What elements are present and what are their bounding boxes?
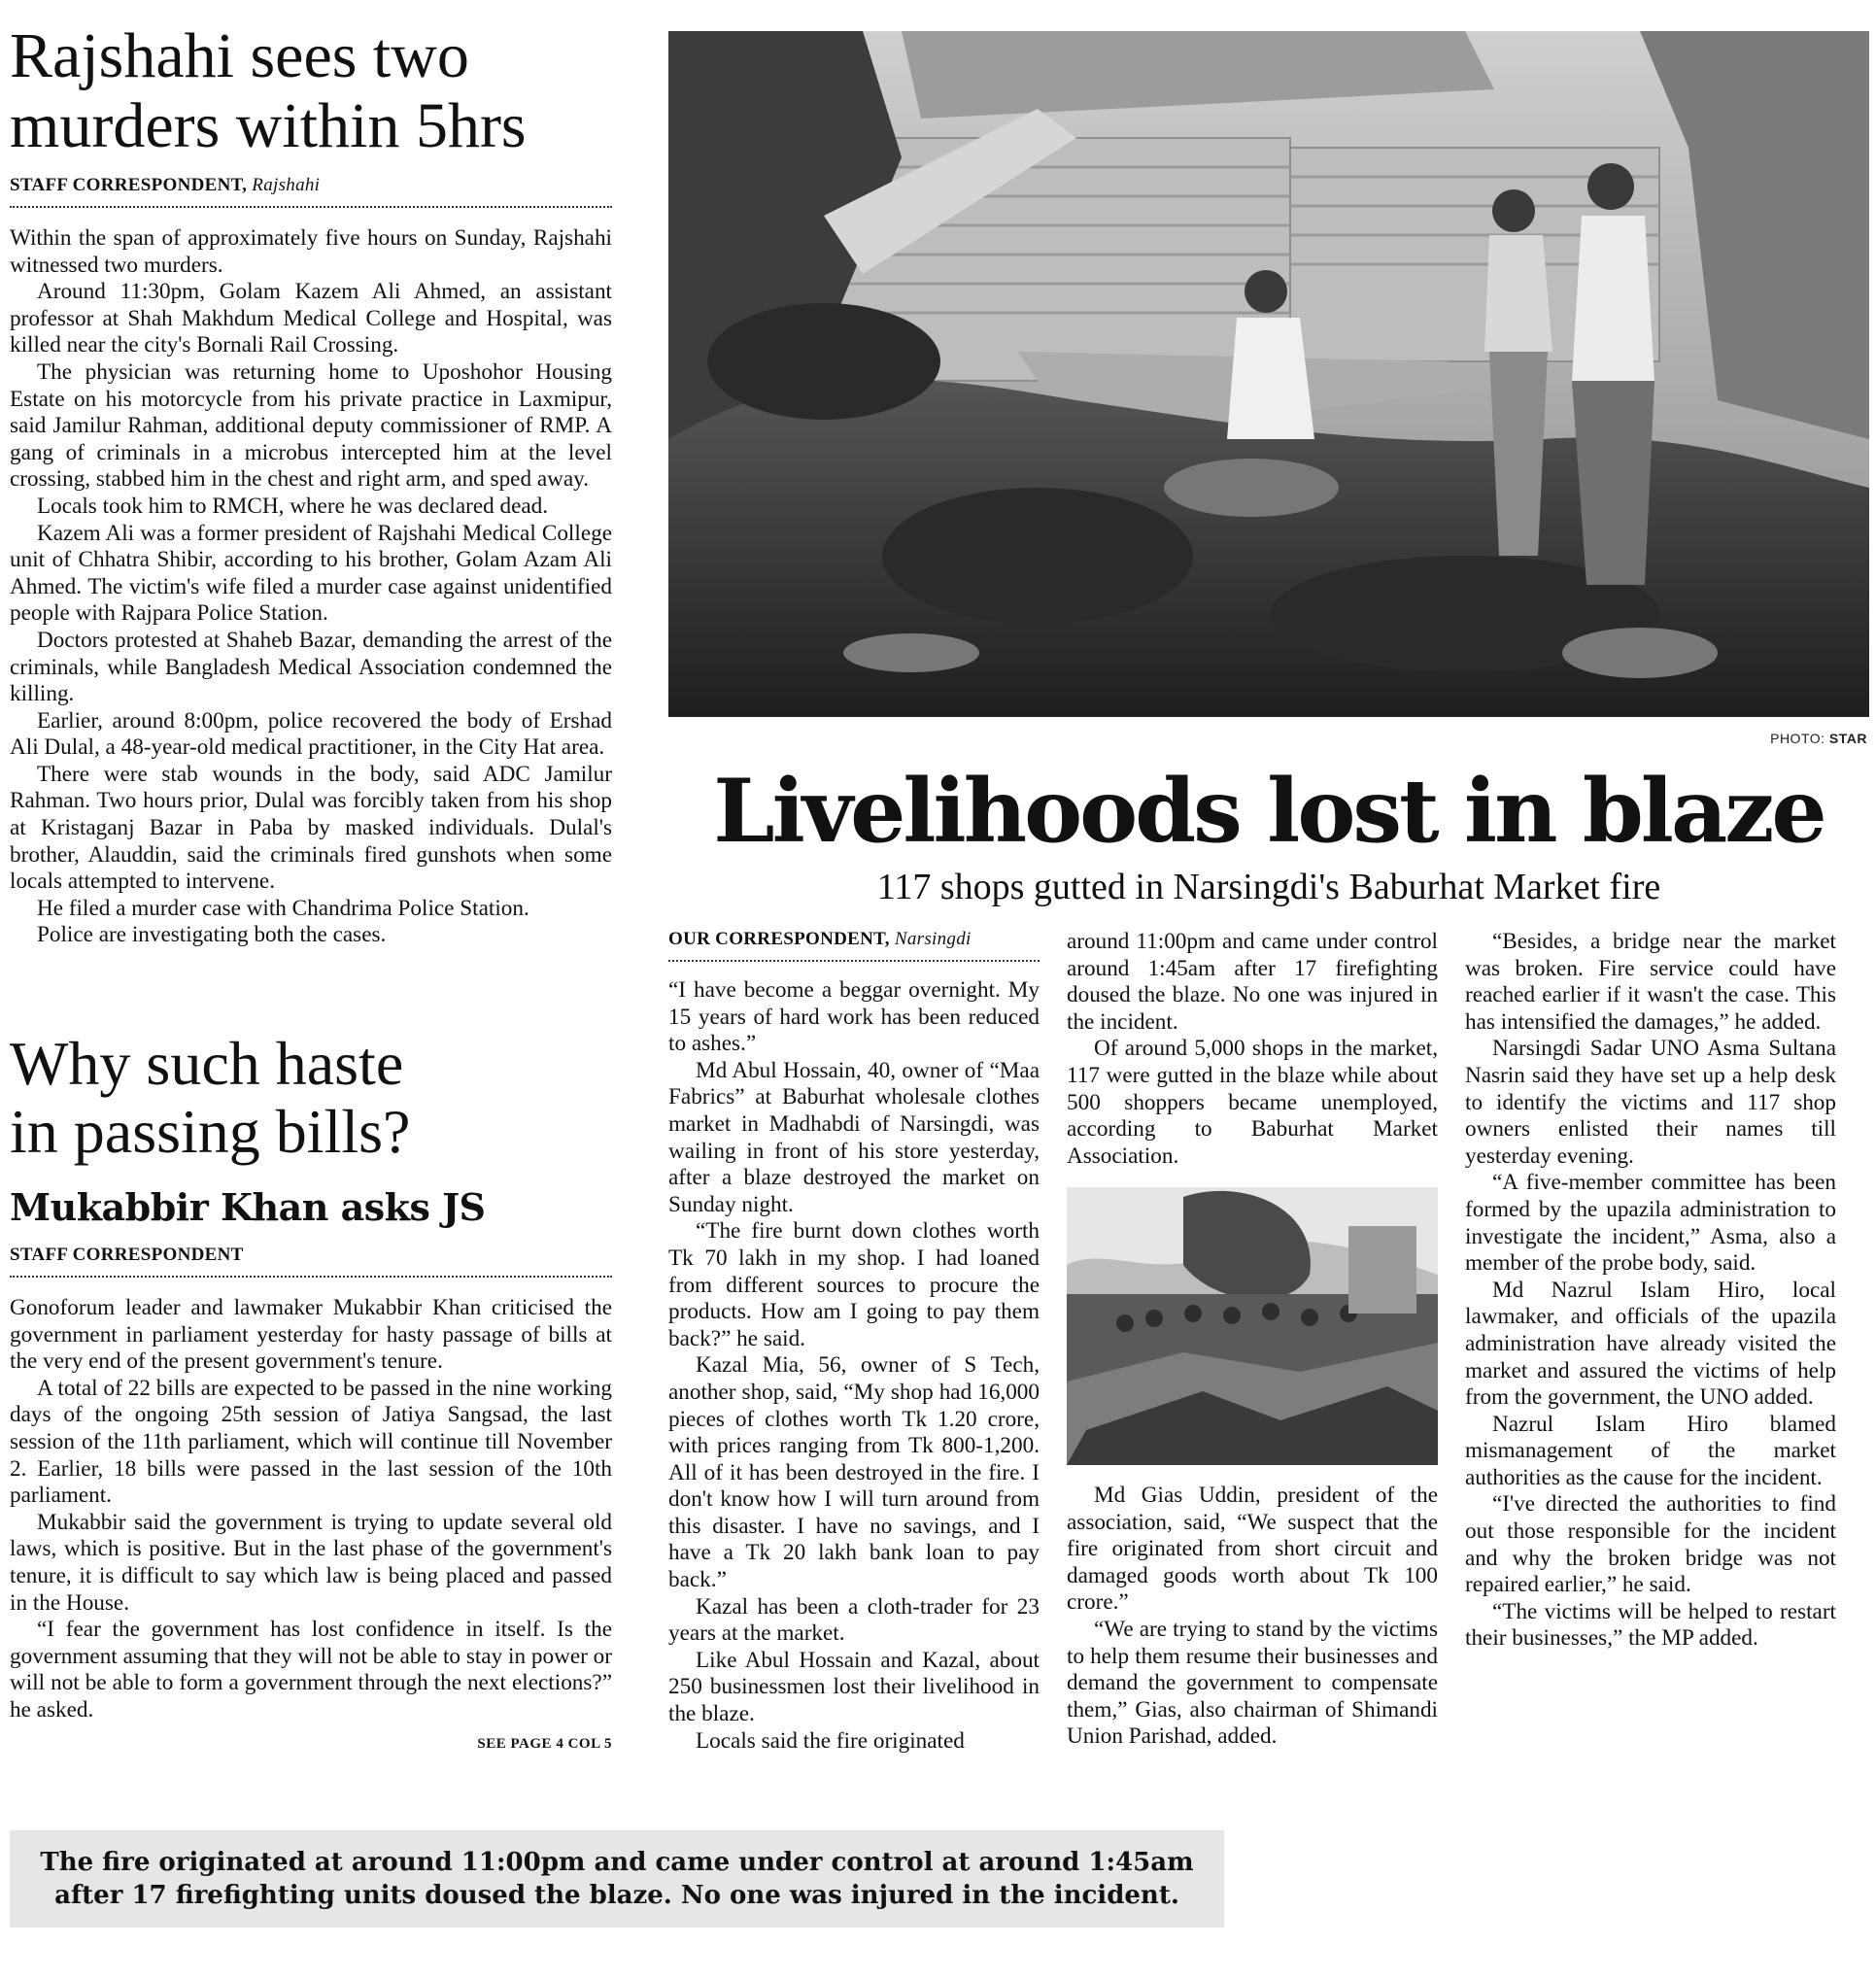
column-body (1067, 929, 1438, 1170)
story-body (10, 225, 612, 949)
headline-line: Rajshahi sees two (10, 20, 469, 91)
headline-line: murders within 5hrs (10, 90, 527, 161)
paragraph: “The victims will be helped to restart their businesses,” the MP added. (1465, 1598, 1836, 1652)
paragraph: “I have become a beggar overnight. My 15 years of hard work has been reduced to ashes.” (668, 977, 1040, 1057)
paragraph: Like Abul Hossain and Kazal, about 250 businessmen lost their livelihood in the blaze. (668, 1647, 1040, 1727)
photo-credit-source: STAR (1828, 731, 1867, 746)
column-body (1067, 1483, 1438, 1751)
paragraph: “I fear the government has lost confidence in itself. Is the government assuming that they will not be able to stay in power or will not be able to form a government through the next elections?” he asked. (10, 1617, 612, 1723)
paragraph: Around 11:30pm, Golam Kazem Ali Ahmed, an assistant professor at Shah Makhdum Medical College and Hospital, was killed near the city's Bornali Rail Crossing. (10, 279, 612, 358)
pull-quote (10, 1830, 1224, 1928)
paragraph: Earlier, around 8:00pm, police recovered the body of Ershad Ali Dulal, a 48-year-old medical practitioner, in the City Hat area. (10, 707, 612, 761)
byline (668, 929, 1040, 962)
paragraph: Md Nazrul Islam Hiro, local lawmaker, and officials of the upazila administration have already visited the market and assured the victims of help from the government, the UNO added. (1465, 1277, 1836, 1411)
paragraph: “The fire burnt down clothes worth Tk 70 lakh in my shop. I had loaned from different sources to procure the products. How am I going to pay them back?” he said. (668, 1218, 1040, 1351)
main-column-2 (1067, 929, 1438, 1170)
paragraph: Of around 5,000 shops in the market, 117 were gutted in the blaze while about 500 shoppers became unemployed, according to Baburhat Market Association. (1067, 1036, 1438, 1169)
byline-text: STAFF CORRESPONDENT, (10, 175, 248, 195)
paragraph: Police are investigating both the cases. (37, 922, 387, 948)
headline-rajshahi (10, 21, 612, 161)
paragraph: “Besides, a bridge near the market was broken. Fire service could have reached earlier if it wasn't the case. This has intensified the damages,” he added. (1465, 929, 1836, 1035)
byline-text: OUR CORRESPONDENT, (668, 929, 890, 949)
main-headline: Livelihoods lost in blaze (713, 760, 1825, 863)
paragraph: Kazal has been a cloth-trader for 23 years at the market. (668, 1593, 1040, 1647)
paragraph: Md Gias Uddin, president of the association, said, “We suspect that the fire originated from short circuit and damaged goods worth about Tk 100 crore.” (1067, 1483, 1438, 1616)
paragraph: Within the span of approximately five hours on Sunday, Rajshahi witnessed two murders. (10, 225, 612, 278)
paragraph: Nazrul Islam Hiro blamed mismanagement of the market authorities as the cause for the incident. (1465, 1411, 1836, 1490)
fire-aftermath-photo (668, 31, 1869, 717)
paragraph: Kazem Ali was a former president of Rajshahi Medical College unit of Chhatra Shibir, according to his brother, Golam Azam Ali Ahmed. The victim's wife filed a murder case against unidentified people with Rajpara Police Station. (10, 520, 612, 627)
paragraph: Narsingdi Sadar UNO Asma Sultana Nasrin said they have set up a help desk to identify the victims and 117 shop owners enlisted their names till yesterday evening. (1465, 1036, 1836, 1169)
paragraph: “We are trying to stand by the victims to help them resume their businesses and demand the government to compensate them,” Gias, also chairman of Shimandi Union Parishad, added. (1067, 1616, 1438, 1750)
photo-illustration (1067, 1187, 1438, 1465)
column-body (668, 977, 1040, 1755)
pull-quote-text (10, 1830, 1224, 1912)
main-column-2-bottom (1067, 1483, 1438, 1751)
paragraph: Locals said the fire originated (696, 1727, 965, 1754)
paragraph: Kazal Mia, 56, owner of S Tech, another shop, said, “My shop had 16,000 pieces of clothes worth Tk 1.20 crore, with prices ranging from Tk 800-1,200. All of it has been destroyed in the fire. I don't know how I will turn around from this disaster. I have no savings, and I have a Tk 20 lakh bank loan to pay back.” (668, 1352, 1040, 1593)
paragraph: “A five-member committee has been formed by the upazila administration to investigate the incident,” Asma, also a member of the probe body, said. (1465, 1170, 1836, 1277)
pull-quote-line: after 17 firefighting units doused the blaze. No one was injured in the incident. (54, 1881, 1179, 1910)
photo-credit-prefix: PHOTO: (1770, 731, 1825, 746)
main-column-1 (668, 929, 1040, 1755)
column-body (1465, 929, 1836, 1653)
photo-illustration (668, 31, 1869, 717)
paragraph: There were stab wounds in the body, said ADC Jamilur Rahman. Two hours prior, Dulal was forcibly taken from his shop at Kristaganj Bazar in Paba by masked individuals. Dulal's brother, Alauddin, said the criminals fired gunshots when some locals attempted to intervene. (10, 761, 612, 895)
headline-line: in passing bills? (10, 1097, 411, 1166)
byline-place: Rajshahi (252, 175, 321, 195)
paragraph: Md Abul Hossain, 40, owner of “Maa Fabrics” at Baburhat wholesale clothes market in Madhabdi of Narsingdi, was wailing in front of his store yesterday, after a blaze destroyed the market on Sunday night. (668, 1057, 1040, 1217)
story-haste-bills (10, 1030, 612, 1753)
paragraph: “I've directed the authorities to find out those responsible for the incident and why the broken bridge was not repaired earlier,” he said. (1465, 1491, 1836, 1598)
paragraph: Locals took him to RMCH, where he was declared dead. (37, 493, 549, 519)
byline: STAFF CORRESPONDENT (10, 1245, 612, 1278)
pull-quote-line: The fire originated at around 11:00pm and came under control at around 1:45am (40, 1848, 1194, 1877)
story-rajshahi-murders (10, 21, 612, 949)
story-body (10, 1295, 612, 1724)
main-column-3 (1465, 929, 1836, 1653)
paragraph: Doctors protested at Shaheb Bazar, demanding the arrest of the criminals, while Bangladesh Medical Association condemned the killing. (10, 627, 612, 707)
paragraph: He filed a murder case with Chandrima Police Station. (37, 895, 529, 921)
subhead: Mukabbir Khan asks JS (10, 1185, 486, 1229)
paragraph: Mukabbir said the government is trying to update several old laws, which is positive. But in the last phase of the government's tenure, it is difficult to say which law is being placed and passed in the House. (10, 1509, 612, 1616)
headline-line: Why such haste (10, 1029, 404, 1098)
photo-credit (1652, 731, 1867, 746)
jump-line: SEE PAGE 4 COL 5 (477, 1735, 612, 1752)
main-subhead: 117 shops gutted in Narsingdi's Baburhat Market fire (876, 867, 1661, 907)
paragraph: Gonoforum leader and lawmaker Mukabbir Khan criticised the government in parliament yesterday for hasty passage of bills at the very end of the present government's tenure. (10, 1295, 612, 1375)
byline-place: Narsingdi (894, 929, 972, 949)
paragraph: around 11:00pm and came under control around 1:45am after 17 firefighting doused the blaze. No one was injured in the incident. (1067, 929, 1438, 1035)
paragraph: The physician was returning home to Uposhohor Housing Estate on his motorcycle from his private practice in Laxmipur, said Jamilur Rahman, additional deputy commissioner of RMP. A gang of criminals in a microbus intercepted him at the level crossing, stabbed him in the chest and right arm, and sped away. (10, 358, 612, 493)
market-fire-photo (1067, 1187, 1438, 1465)
headline-haste (10, 1030, 612, 1166)
paragraph: A total of 22 bills are expected to be passed in the nine working days of the ongoing 25th session of Jatiya Sangsad, the last session of the 11th parliament, which will continue till November 2. Earlier, 18 bills were passed in the last session of the 10th parliament. (10, 1375, 612, 1509)
byline (10, 175, 612, 208)
